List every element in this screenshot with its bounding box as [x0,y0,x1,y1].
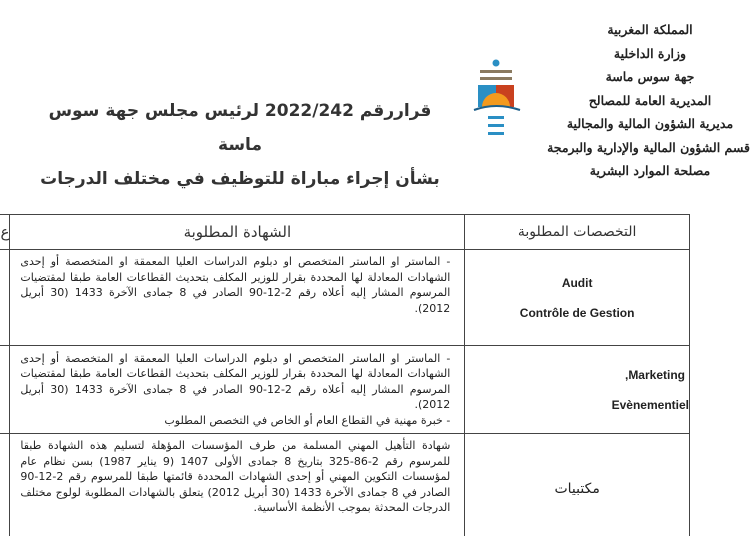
certificate-cell [10,250,465,346]
certificate-cell [10,434,465,536]
specialties-cell [465,346,690,434]
header-line: مصلحة الموارد البشرية [589,163,711,178]
title-line-1: قراررقم 2022/242 لرئيس مجلس جهة سوس ماسة [48,101,432,155]
header-line: المديرية العامة للمصالح [588,92,712,108]
specialty: مكتبيات [554,480,600,497]
table-row [0,434,690,536]
table-row [0,250,690,346]
header-extra: ع [0,215,10,250]
certificate-item: - الماستر او الماستر المتخصص او دبلوم الدراسات العليا المعمقة او المتخصصة أو إحدى الشهادات المعادلة لها المحددة بقرار للوزير المكلف بتحديث القطاعات العامة طبقا لمقتضيات المرسوم المشار إليه أعلاه رقم 2-12-90 الصادر في 8 جمادى الآخرة 1433 (30 أبريل 2012). [20,254,450,316]
extra-cell [0,250,10,346]
header-certificate: الشهادة المطلوبة [10,215,465,250]
header-line: قسم الشؤون المالية والإدارية والبرمجة [547,139,750,155]
certificate-cell [10,346,465,434]
table-row [0,346,690,434]
certificate-item: - خبرة مهنية في القطاع العام أو الخاص في التخصص المطلوب [20,413,450,429]
decision-title [30,94,450,196]
specialties-cell [465,250,690,346]
header-specialties: التخصصات المطلوبة [465,215,690,250]
extra-cell [0,434,10,536]
institution-header [547,18,750,183]
certificate-item: شهادة التأهيل المهني المسلمة من طرف المؤسسات المؤهلة لتسليم هذه الشهادة طبقا للمرسوم رقم 2-86-325 بتاريخ 8 جمادى الأولى 1407 (9 يناير 1987) بسن نظام عام لمؤسسات التكوين المهني أو إحدى الشهادات المحددة قائمتها طبقا للمرسوم رقم 2-12-90 الصادر في 8 جمادى الآخرة 1433 (30 أبريل 2012) يتعلق بالشهادات المطلوبة لولوج مختلف الدرجات المحدثة بموجب الأنظمة الأساسية. [20,439,451,514]
specialties-cell [465,434,690,536]
title-line-2: بشأن إجراء مباراة للتوظيف في مختلف الدرجات [40,169,440,189]
certificate-item: - الماستر او الماستر المتخصص او دبلوم الدراسات العليا المعمقة او المتخصصة أو إحدى الشهادات المعادلة لها المحددة بقرار للوزير المكلف بتحديث القطاعات العامة طبقا لمقتضيات المرسوم المشار إليه أعلاه رقم 2-12-90 الصادر في 8 جمادى الآخرة 1433 (30 أبريل 2012). [20,351,450,413]
table-header-row [0,215,690,250]
positions-table [0,214,690,536]
specialty: Audit [561,275,593,290]
header-line: وزارة الداخلية [613,45,687,61]
header-line: مديرية الشؤون المالية والمجالية [566,116,734,131]
extra-cell [0,346,10,434]
specialty: Marketing, [624,367,685,382]
region-logo [466,58,526,140]
specialty: Contrôle de Gestion [519,305,635,320]
header-line: المملكة المغربية [607,22,693,37]
header-line: جهة سوس ماسة [605,69,695,84]
specialty: Evènementiel [611,397,689,412]
